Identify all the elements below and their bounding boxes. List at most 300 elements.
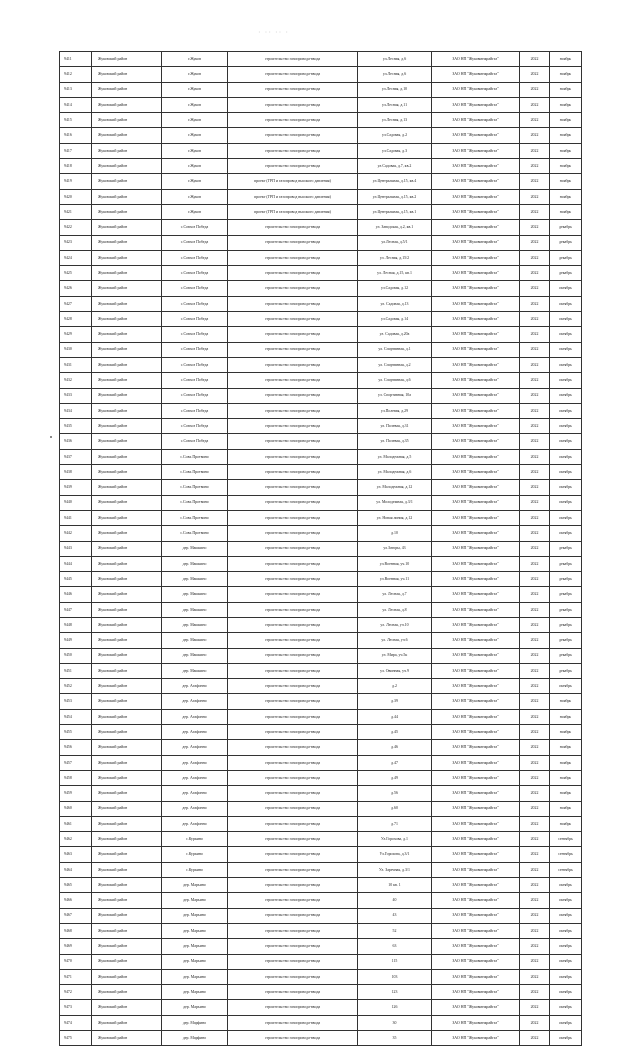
- work-type-cell: строительство газопровода-ввода: [228, 816, 358, 831]
- table-row: [60, 312, 582, 327]
- month-cell: ноябрь: [550, 143, 582, 158]
- work-type-cell: строительство газопровода-ввода: [228, 510, 358, 525]
- month-cell: октябрь: [550, 480, 582, 495]
- district-cell: Жуковский район: [92, 862, 162, 877]
- address-cell: 40: [358, 893, 432, 908]
- settlement-cell: г.Жуков: [162, 52, 228, 67]
- row-number: 9445: [60, 572, 92, 587]
- row-number: 9467: [60, 908, 92, 923]
- row-number: 9435: [60, 419, 92, 434]
- work-type-cell: строительство газопровода-ввода: [228, 832, 358, 847]
- work-type-cell: строительство газопровода-ввода: [228, 97, 358, 112]
- settlement-cell: дер. Машкино: [162, 587, 228, 602]
- district-cell: Жуковский район: [92, 832, 162, 847]
- month-cell: ноябрь: [550, 694, 582, 709]
- district-cell: Жуковский район: [92, 296, 162, 311]
- contractor-cell: ЗАО НП "Жуковмежрайгаз": [432, 740, 520, 755]
- address-cell: д.47: [358, 755, 432, 770]
- month-cell: ноябрь: [550, 725, 582, 740]
- year-cell: 2022: [520, 755, 550, 770]
- settlement-cell: с.Совхоз Победа: [162, 373, 228, 388]
- month-cell: ноябрь: [550, 709, 582, 724]
- address-cell: д.56: [358, 786, 432, 801]
- settlement-cell: дер. Агафонно: [162, 786, 228, 801]
- row-number: 9429: [60, 327, 92, 342]
- row-number: 9458: [60, 770, 92, 785]
- table-row: [60, 801, 582, 816]
- district-cell: Жуковский район: [92, 602, 162, 617]
- row-number: 9459: [60, 786, 92, 801]
- table-row: [60, 526, 582, 541]
- year-cell: 2022: [520, 725, 550, 740]
- work-type-cell: строительство газопровода-ввода: [228, 740, 358, 755]
- table-row: [60, 1031, 582, 1046]
- month-cell: ноябрь: [550, 189, 582, 204]
- district-cell: Жуковский район: [92, 587, 162, 602]
- month-cell: ноябрь: [550, 67, 582, 82]
- settlement-cell: с.Совх.Протвино: [162, 495, 228, 510]
- district-cell: Жуковский район: [92, 465, 162, 480]
- work-type-cell: строительство газопровода-ввода: [228, 82, 358, 97]
- row-number: 9441: [60, 510, 92, 525]
- row-number: 9462: [60, 832, 92, 847]
- contractor-cell: ЗАО НП "Жуковмежрайгаз": [432, 296, 520, 311]
- work-type-cell: строительство газопровода-ввода: [228, 587, 358, 602]
- settlement-cell: г.Жуков: [162, 97, 228, 112]
- table-row: [60, 419, 582, 434]
- contractor-cell: ЗАО НП "Жуковмежрайгаз": [432, 602, 520, 617]
- row-number: 9472: [60, 985, 92, 1000]
- table-row: [60, 541, 582, 556]
- month-cell: октябрь: [550, 296, 582, 311]
- work-type-cell: строительство газопровода-ввода: [228, 801, 358, 816]
- table-row: [60, 832, 582, 847]
- table-row: [60, 204, 582, 219]
- row-number: 9432: [60, 373, 92, 388]
- district-cell: Жуковский район: [92, 97, 162, 112]
- settlement-cell: с.Совх.Протвино: [162, 465, 228, 480]
- month-cell: октябрь: [550, 342, 582, 357]
- table-row: [60, 388, 582, 403]
- settlement-cell: дер. Агафонно: [162, 801, 228, 816]
- contractor-cell: ЗАО НП "Жуковмежрайгаз": [432, 434, 520, 449]
- settlement-cell: дер. Агафонно: [162, 694, 228, 709]
- district-cell: Жуковский район: [92, 403, 162, 418]
- work-type-cell: строительство газопровода-ввода: [228, 969, 358, 984]
- contractor-cell: ЗАО НП "Жуковмежрайгаз": [432, 847, 520, 862]
- contractor-cell: ЗАО НП "Жуковмежрайгаз": [432, 465, 520, 480]
- address-cell: ул.Лесная, д.6: [358, 52, 432, 67]
- contractor-cell: ЗАО НП "Жуковмежрайгаз": [432, 113, 520, 128]
- settlement-cell: дер. Марьино: [162, 908, 228, 923]
- row-number: 9430: [60, 342, 92, 357]
- table-row: [60, 878, 582, 893]
- district-cell: Жуковский район: [92, 312, 162, 327]
- settlement-cell: с.Куркино: [162, 862, 228, 877]
- contractor-cell: ЗАО НП "Жуковмежрайгаз": [432, 174, 520, 189]
- work-type-cell: строительство газопровода-ввода: [228, 847, 358, 862]
- month-cell: ноябрь: [550, 816, 582, 831]
- year-cell: 2022: [520, 541, 550, 556]
- settlement-cell: с.Совхоз Победа: [162, 296, 228, 311]
- settlement-cell: г.Жуков: [162, 174, 228, 189]
- district-cell: Жуковский район: [92, 969, 162, 984]
- settlement-cell: дер. Агафонно: [162, 679, 228, 694]
- year-cell: 2022: [520, 633, 550, 648]
- row-number: 9443: [60, 541, 92, 556]
- table-row: [60, 67, 582, 82]
- work-type-cell: строительство газопровода-ввода: [228, 113, 358, 128]
- year-cell: 2022: [520, 67, 550, 82]
- work-type-cell: строительство газопровода-ввода: [228, 709, 358, 724]
- settlement-cell: дер. Машкино: [162, 602, 228, 617]
- address-cell: ул. Лесная, уч.10: [358, 617, 432, 632]
- year-cell: 2022: [520, 663, 550, 678]
- contractor-cell: ЗАО НП "Жуковмежрайгаз": [432, 556, 520, 571]
- settlement-cell: с.Совхоз Победа: [162, 388, 228, 403]
- table-row: [60, 633, 582, 648]
- work-type-cell: строительство газопровода-ввода: [228, 1000, 358, 1015]
- address-cell: ул. Садовая, д.20а: [358, 327, 432, 342]
- address-cell: ул. Лесная, д.15/2: [358, 250, 432, 265]
- row-number: 9450: [60, 648, 92, 663]
- work-type-cell: строительство газопровода-ввода: [228, 220, 358, 235]
- address-cell: д.71: [358, 816, 432, 831]
- address-cell: ул. Спортивная, д.6: [358, 373, 432, 388]
- month-cell: октябрь: [550, 495, 582, 510]
- work-type-cell: строительство газопровода-ввода: [228, 862, 358, 877]
- table-row: [60, 403, 582, 418]
- district-cell: Жуковский район: [92, 434, 162, 449]
- contractor-cell: ЗАО НП "Жуковмежрайгаз": [432, 67, 520, 82]
- table-row: [60, 143, 582, 158]
- row-number: 9438: [60, 465, 92, 480]
- district-cell: Жуковский район: [92, 526, 162, 541]
- district-cell: Жуковский район: [92, 770, 162, 785]
- contractor-cell: ЗАО НП "Жуковмежрайгаз": [432, 143, 520, 158]
- row-number: 9451: [60, 663, 92, 678]
- work-type-cell: проект (ГРП и газопровод высокого давления): [228, 189, 358, 204]
- settlement-cell: дер. Машкино: [162, 663, 228, 678]
- year-cell: 2022: [520, 327, 550, 342]
- year-cell: 2022: [520, 847, 550, 862]
- row-number: 9434: [60, 403, 92, 418]
- month-cell: октябрь: [550, 954, 582, 969]
- address-cell: ул.Центральная, д.15, кв.1: [358, 204, 432, 219]
- settlement-cell: с.Совхоз Победа: [162, 357, 228, 372]
- month-cell: октябрь: [550, 1000, 582, 1015]
- settlement-cell: с.Совхоз Победа: [162, 235, 228, 250]
- row-number: 9440: [60, 495, 92, 510]
- work-type-cell: строительство газопровода-ввода: [228, 373, 358, 388]
- district-cell: Жуковский район: [92, 220, 162, 235]
- district-cell: Жуковский район: [92, 1015, 162, 1030]
- district-cell: Жуковский район: [92, 159, 162, 174]
- settlement-cell: с.Совхоз Победа: [162, 434, 228, 449]
- district-cell: Жуковский район: [92, 725, 162, 740]
- contractor-cell: ЗАО НП "Жуковмежрайгаз": [432, 908, 520, 923]
- month-cell: ноябрь: [550, 97, 582, 112]
- settlement-cell: дер. Марьино: [162, 939, 228, 954]
- address-cell: д.46: [358, 740, 432, 755]
- contractor-cell: ЗАО НП "Жуковмежрайгаз": [432, 342, 520, 357]
- district-cell: Жуковский район: [92, 816, 162, 831]
- district-cell: Жуковский район: [92, 679, 162, 694]
- address-cell: ул.Центральная, д.15, кв.2: [358, 189, 432, 204]
- contractor-cell: ЗАО НП "Жуковмежрайгаз": [432, 541, 520, 556]
- table-row: [60, 770, 582, 785]
- year-cell: 2022: [520, 1000, 550, 1015]
- year-cell: 2022: [520, 832, 550, 847]
- month-cell: октябрь: [550, 465, 582, 480]
- work-type-cell: строительство газопровода-ввода: [228, 786, 358, 801]
- table-row: [60, 189, 582, 204]
- settlement-cell: с.Совх.Протвино: [162, 526, 228, 541]
- month-cell: сентябрь: [550, 847, 582, 862]
- district-cell: Жуковский район: [92, 648, 162, 663]
- row-number: 9415: [60, 113, 92, 128]
- table-row: [60, 1000, 582, 1015]
- district-cell: Жуковский район: [92, 67, 162, 82]
- district-cell: Жуковский район: [92, 755, 162, 770]
- contractor-cell: ЗАО НП "Жуковмежрайгаз": [432, 572, 520, 587]
- address-cell: 63: [358, 939, 432, 954]
- month-cell: декабрь: [550, 648, 582, 663]
- contractor-cell: ЗАО НП "Жуковмежрайгаз": [432, 403, 520, 418]
- table-row: [60, 725, 582, 740]
- district-cell: Жуковский район: [92, 327, 162, 342]
- work-type-cell: строительство газопровода-ввода: [228, 893, 358, 908]
- year-cell: 2022: [520, 204, 550, 219]
- address-cell: 35: [358, 1031, 432, 1046]
- address-cell: д.45: [358, 725, 432, 740]
- address-cell: ул.Садовая, д.12: [358, 281, 432, 296]
- month-cell: октябрь: [550, 281, 582, 296]
- work-type-cell: строительство газопровода-ввода: [228, 878, 358, 893]
- address-cell: ул. Полевая, д.31: [358, 419, 432, 434]
- year-cell: 2022: [520, 342, 550, 357]
- address-cell: ул. Мира, уч.5к: [358, 648, 432, 663]
- district-cell: Жуковский район: [92, 373, 162, 388]
- settlement-cell: с.Совхоз Победа: [162, 266, 228, 281]
- table-row: [60, 235, 582, 250]
- settlement-cell: г.Жуков: [162, 82, 228, 97]
- address-cell: ул. Спортивная, 10а: [358, 388, 432, 403]
- row-number: 9412: [60, 67, 92, 82]
- row-number: 9468: [60, 923, 92, 938]
- table-row: [60, 969, 582, 984]
- contractor-cell: ЗАО НП "Жуковмежрайгаз": [432, 954, 520, 969]
- address-cell: ул. Лесная, уч.6: [358, 633, 432, 648]
- settlement-cell: с.Совхоз Победа: [162, 281, 228, 296]
- year-cell: 2022: [520, 923, 550, 938]
- table-row: [60, 480, 582, 495]
- address-cell: ул. Лесная, д.15, кв.1: [358, 266, 432, 281]
- district-cell: Жуковский район: [92, 266, 162, 281]
- settlement-cell: дер. Агафонно: [162, 755, 228, 770]
- registry-rows: [60, 52, 582, 1046]
- settlement-cell: г.Жуков: [162, 204, 228, 219]
- year-cell: 2022: [520, 602, 550, 617]
- month-cell: сентябрь: [550, 862, 582, 877]
- row-number: 9427: [60, 296, 92, 311]
- row-number: 9455: [60, 725, 92, 740]
- address-cell: ул. Полевая, д.35: [358, 434, 432, 449]
- month-cell: октябрь: [550, 434, 582, 449]
- address-cell: ул.Центральная, д.15, кв.4: [358, 174, 432, 189]
- row-number: 9425: [60, 266, 92, 281]
- contractor-cell: ЗАО НП "Жуковмежрайгаз": [432, 204, 520, 219]
- address-cell: ул.Заторы, 43: [358, 541, 432, 556]
- address-cell: д.60: [358, 801, 432, 816]
- table-row: [60, 159, 582, 174]
- work-type-cell: строительство газопровода-ввода: [228, 296, 358, 311]
- contractor-cell: ЗАО НП "Жуковмежрайгаз": [432, 1015, 520, 1030]
- contractor-cell: ЗАО НП "Жуковмежрайгаз": [432, 373, 520, 388]
- table-row: [60, 373, 582, 388]
- address-cell: ул. Молодежная, д.5: [358, 449, 432, 464]
- district-cell: Жуковский район: [92, 510, 162, 525]
- contractor-cell: ЗАО НП "Жуковмежрайгаз": [432, 419, 520, 434]
- year-cell: 2022: [520, 1015, 550, 1030]
- work-type-cell: строительство газопровода-ввода: [228, 495, 358, 510]
- district-cell: Жуковский район: [92, 480, 162, 495]
- year-cell: 2022: [520, 189, 550, 204]
- address-cell: ул.Военная, уч.11: [358, 572, 432, 587]
- contractor-cell: ЗАО НП "Жуковмежрайгаз": [432, 312, 520, 327]
- district-cell: Жуковский район: [92, 801, 162, 816]
- contractor-cell: ЗАО НП "Жуковмежрайгаз": [432, 709, 520, 724]
- address-cell: ул.Лесная, д.5/1: [358, 235, 432, 250]
- district-cell: Жуковский район: [92, 495, 162, 510]
- contractor-cell: ЗАО НП "Жуковмежрайгаз": [432, 633, 520, 648]
- work-type-cell: строительство газопровода-ввода: [228, 67, 358, 82]
- year-cell: 2022: [520, 679, 550, 694]
- district-cell: Жуковский район: [92, 82, 162, 97]
- table-row: [60, 113, 582, 128]
- row-number: 9426: [60, 281, 92, 296]
- month-cell: октябрь: [550, 388, 582, 403]
- year-cell: 2022: [520, 770, 550, 785]
- year-cell: 2022: [520, 694, 550, 709]
- row-number: 9448: [60, 617, 92, 632]
- table-row: [60, 434, 582, 449]
- settlement-cell: дер. Марьино: [162, 985, 228, 1000]
- address-cell: ул.Лесная, д.6: [358, 67, 432, 82]
- month-cell: декабрь: [550, 541, 582, 556]
- year-cell: 2022: [520, 174, 550, 189]
- year-cell: 2022: [520, 572, 550, 587]
- settlement-cell: с.Совхоз Победа: [162, 327, 228, 342]
- row-number: 9439: [60, 480, 92, 495]
- district-cell: Жуковский район: [92, 878, 162, 893]
- contractor-cell: ЗАО НП "Жуковмежрайгаз": [432, 235, 520, 250]
- district-cell: Жуковский район: [92, 939, 162, 954]
- address-cell: ул. Молодежная, д.6: [358, 465, 432, 480]
- month-cell: ноябрь: [550, 128, 582, 143]
- work-type-cell: строительство газопровода-ввода: [228, 52, 358, 67]
- contractor-cell: ЗАО НП "Жуковмежрайгаз": [432, 923, 520, 938]
- settlement-cell: с.Совхоз Победа: [162, 419, 228, 434]
- month-cell: декабрь: [550, 220, 582, 235]
- table-row: [60, 663, 582, 678]
- row-number: 9428: [60, 312, 92, 327]
- contractor-cell: ЗАО НП "Жуковмежрайгаз": [432, 1031, 520, 1046]
- month-cell: декабрь: [550, 250, 582, 265]
- district-cell: Жуковский район: [92, 893, 162, 908]
- registry-table: [59, 51, 582, 1046]
- month-cell: ноябрь: [550, 174, 582, 189]
- year-cell: 2022: [520, 97, 550, 112]
- contractor-cell: ЗАО НП "Жуковмежрайгаз": [432, 266, 520, 281]
- year-cell: 2022: [520, 434, 550, 449]
- work-type-cell: строительство газопровода-ввода: [228, 908, 358, 923]
- work-type-cell: строительство газопровода-ввода: [228, 128, 358, 143]
- year-cell: 2022: [520, 388, 550, 403]
- work-type-cell: строительство газопровода-ввода: [228, 770, 358, 785]
- district-cell: Жуковский район: [92, 923, 162, 938]
- work-type-cell: проект (ГРП и газопровод высокого давления): [228, 204, 358, 219]
- row-number: 9474: [60, 1015, 92, 1030]
- table-row: [60, 816, 582, 831]
- year-cell: 2022: [520, 510, 550, 525]
- district-cell: Жуковский район: [92, 189, 162, 204]
- work-type-cell: строительство газопровода-ввода: [228, 388, 358, 403]
- month-cell: октябрь: [550, 312, 582, 327]
- work-type-cell: строительство газопровода-ввода: [228, 725, 358, 740]
- row-number: 9464: [60, 862, 92, 877]
- address-cell: 126: [358, 1000, 432, 1015]
- table-row: [60, 342, 582, 357]
- year-cell: 2022: [520, 556, 550, 571]
- row-number: 9449: [60, 633, 92, 648]
- work-type-cell: строительство газопровода-ввода: [228, 327, 358, 342]
- row-number: 9447: [60, 602, 92, 617]
- district-cell: Жуковский район: [92, 143, 162, 158]
- year-cell: 2022: [520, 250, 550, 265]
- settlement-cell: дер. Машкино: [162, 541, 228, 556]
- work-type-cell: строительство газопровода-ввода: [228, 755, 358, 770]
- year-cell: 2022: [520, 648, 550, 663]
- address-cell: 30: [358, 1015, 432, 1030]
- address-cell: ул.Садовая, д.3: [358, 143, 432, 158]
- contractor-cell: ЗАО НП "Жуковмежрайгаз": [432, 480, 520, 495]
- district-cell: Жуковский район: [92, 908, 162, 923]
- year-cell: 2022: [520, 403, 550, 418]
- settlement-cell: дер. Агафонно: [162, 740, 228, 755]
- address-cell: ул. Новая линия, д.12: [358, 510, 432, 525]
- district-cell: Жуковский район: [92, 694, 162, 709]
- settlement-cell: с.Совх.Протвино: [162, 449, 228, 464]
- table-row: [60, 510, 582, 525]
- table-row: [60, 908, 582, 923]
- row-number: 9436: [60, 434, 92, 449]
- settlement-cell: г.Жуков: [162, 189, 228, 204]
- row-number: 9454: [60, 709, 92, 724]
- month-cell: декабрь: [550, 572, 582, 587]
- address-cell: 103: [358, 969, 432, 984]
- settlement-cell: с.Совхоз Победа: [162, 220, 228, 235]
- work-type-cell: строительство газопровода-ввода: [228, 1015, 358, 1030]
- district-cell: Жуковский район: [92, 709, 162, 724]
- row-number: 9466: [60, 893, 92, 908]
- address-cell: ул. Лесная, д.8: [358, 602, 432, 617]
- address-cell: 10 кв. 1: [358, 878, 432, 893]
- contractor-cell: ЗАО НП "Жуковмежрайгаз": [432, 679, 520, 694]
- scan-speck: [50, 436, 52, 438]
- work-type-cell: строительство газопровода-ввода: [228, 312, 358, 327]
- district-cell: Жуковский район: [92, 449, 162, 464]
